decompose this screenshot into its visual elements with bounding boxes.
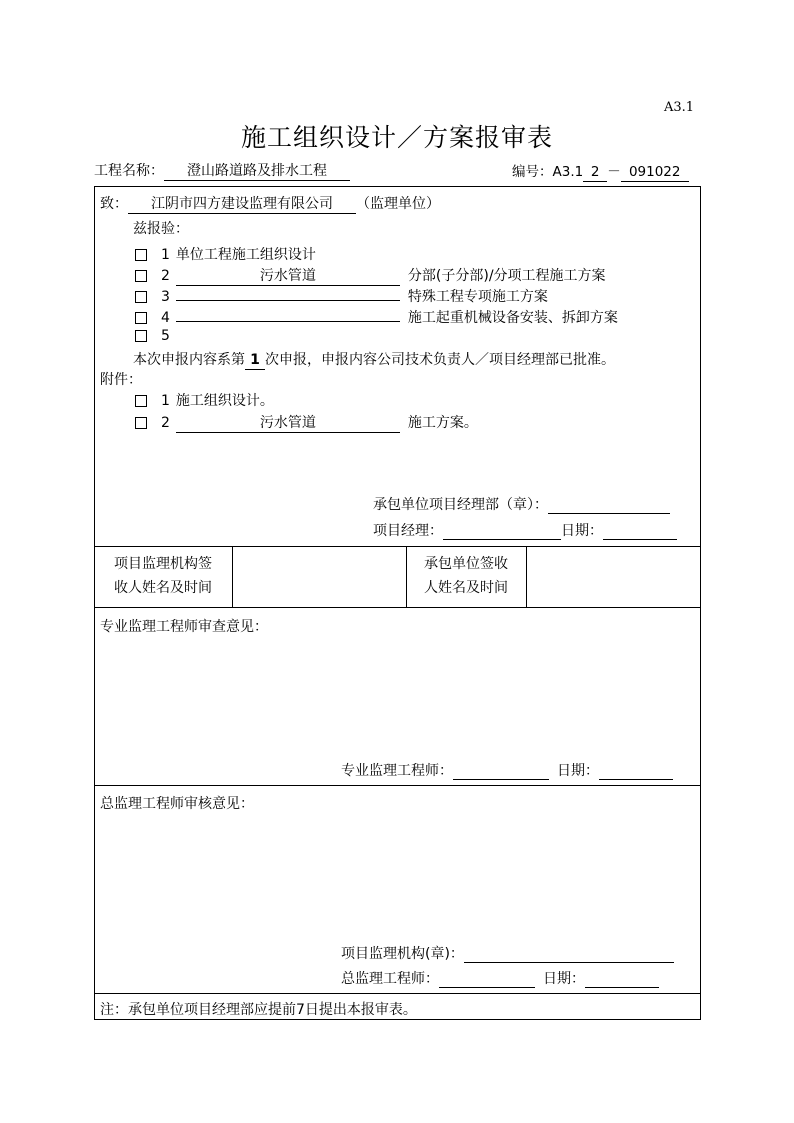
number-row (512, 160, 689, 182)
engineer-date-line[interactable] (599, 762, 673, 780)
sign-right-label (406, 552, 526, 600)
item-checkbox-2[interactable] (135, 270, 147, 282)
item-text-4: 施工起重机械设备安装、拆卸方案 (407, 310, 618, 326)
item-text-1: 单位工程施工组织设计 (175, 247, 316, 263)
supervisor-company: 江阴市四方建设监理有限公司 (128, 196, 356, 214)
item-row-3 (135, 286, 548, 306)
sign-left-label-line2: 收人姓名及时间 (114, 580, 212, 596)
item-num-4: 4 (161, 310, 170, 326)
item-blank-3 (176, 300, 400, 301)
sign-left-label-line1: 项目监理机构签 (114, 556, 212, 572)
attachment-blank-2: 污水管道 (176, 415, 400, 433)
chief-sign-row (341, 968, 659, 988)
item-row-5 (135, 328, 170, 344)
declaration-pre: 本次申报内容系第 (133, 352, 245, 368)
divider-4 (94, 993, 701, 994)
sign-col-1 (232, 546, 233, 607)
item-text-2: 分部(子分部)/分项工程施工方案 (407, 268, 606, 284)
divider-1 (94, 546, 701, 547)
item-num-5: 5 (161, 328, 170, 344)
pm-line[interactable] (443, 522, 561, 540)
pm-row (373, 520, 677, 540)
contractor-dept-line[interactable] (548, 496, 670, 514)
item-checkbox-5[interactable] (135, 330, 147, 342)
engineer-sign-row (341, 760, 673, 780)
divider-2 (94, 607, 701, 608)
sign-col-3 (526, 546, 527, 607)
number-part1: 2 (583, 164, 607, 182)
declaration-count: 1 (245, 352, 265, 370)
to-label: 致： (100, 196, 128, 212)
item-num-1: 1 (161, 247, 170, 263)
pm-date-line[interactable] (603, 522, 677, 540)
footer-note: 注：承包单位项目经理部应提前7日提出本报审表。 (100, 1002, 417, 1018)
engineer-date-label: 日期： (557, 763, 599, 779)
attachment-row-2 (135, 412, 478, 433)
attachment-label: 附件： (100, 372, 142, 388)
chief-label: 总监理工程师： (341, 971, 439, 987)
attachment-text-1: 施工组织设计。 (175, 393, 274, 409)
attachment-text-2: 施工方案。 (407, 415, 478, 431)
item-num-3: 3 (161, 289, 170, 305)
chief-date-label: 日期： (543, 971, 585, 987)
project-row (94, 160, 350, 181)
item-row-4 (135, 307, 618, 327)
item-checkbox-1[interactable] (135, 249, 147, 261)
project-name: 澄山路道路及排水工程 (164, 163, 350, 181)
attachment-checkbox-2[interactable] (135, 417, 147, 429)
number-dash: － (607, 164, 621, 180)
page-title: 施工组织设计／方案报审表 (240, 123, 553, 152)
agency-line[interactable] (464, 945, 674, 963)
number-part2: 091022 (621, 164, 689, 182)
sign-right-label-line1: 承包单位签收 (424, 556, 508, 572)
contractor-dept-label: 承包单位项目经理部（章）： (373, 497, 548, 513)
supervisor-suffix: （监理单位） (356, 196, 440, 212)
agency-row (341, 943, 674, 963)
project-label: 工程名称： (94, 163, 164, 179)
sign-right-label-line2: 人姓名及时间 (424, 580, 508, 596)
item-text-3: 特殊工程专项施工方案 (407, 289, 548, 305)
item-row-2 (135, 265, 606, 286)
number-label: 编号：A3.1 (512, 164, 584, 180)
item-num-2: 2 (161, 268, 170, 284)
attachment-num-2: 2 (161, 415, 170, 431)
declaration (133, 349, 615, 370)
item-checkbox-4[interactable] (135, 312, 147, 324)
chief-date-line[interactable] (585, 970, 659, 988)
contractor-dept-row (373, 494, 670, 514)
attachment-row-1 (135, 390, 274, 410)
item-blank-4 (176, 321, 400, 322)
item-checkbox-3[interactable] (135, 291, 147, 303)
pm-date-label: 日期： (561, 523, 603, 539)
attachment-num-1: 1 (161, 393, 170, 409)
attachment-checkbox-1[interactable] (135, 395, 147, 407)
engineer-opinion-label: 专业监理工程师审查意见： (100, 619, 268, 635)
submit-intro: 兹报验： (133, 221, 189, 237)
agency-label: 项目监理机构(章)： (341, 946, 464, 962)
chief-opinion-label: 总监理工程师审核意见： (100, 796, 254, 812)
pm-label: 项目经理： (373, 523, 443, 539)
divider-3 (94, 785, 701, 786)
item-blank-2: 污水管道 (176, 268, 400, 286)
chief-line[interactable] (439, 970, 535, 988)
declaration-post: 次申报，申报内容公司技术负责人／项目经理部已批准。 (265, 352, 615, 368)
sign-left-label (94, 552, 232, 600)
item-row-1 (135, 244, 316, 264)
to-row (100, 193, 440, 214)
form-code: A3.1 (664, 100, 695, 115)
engineer-label: 专业监理工程师： (341, 763, 453, 779)
engineer-line[interactable] (453, 762, 549, 780)
